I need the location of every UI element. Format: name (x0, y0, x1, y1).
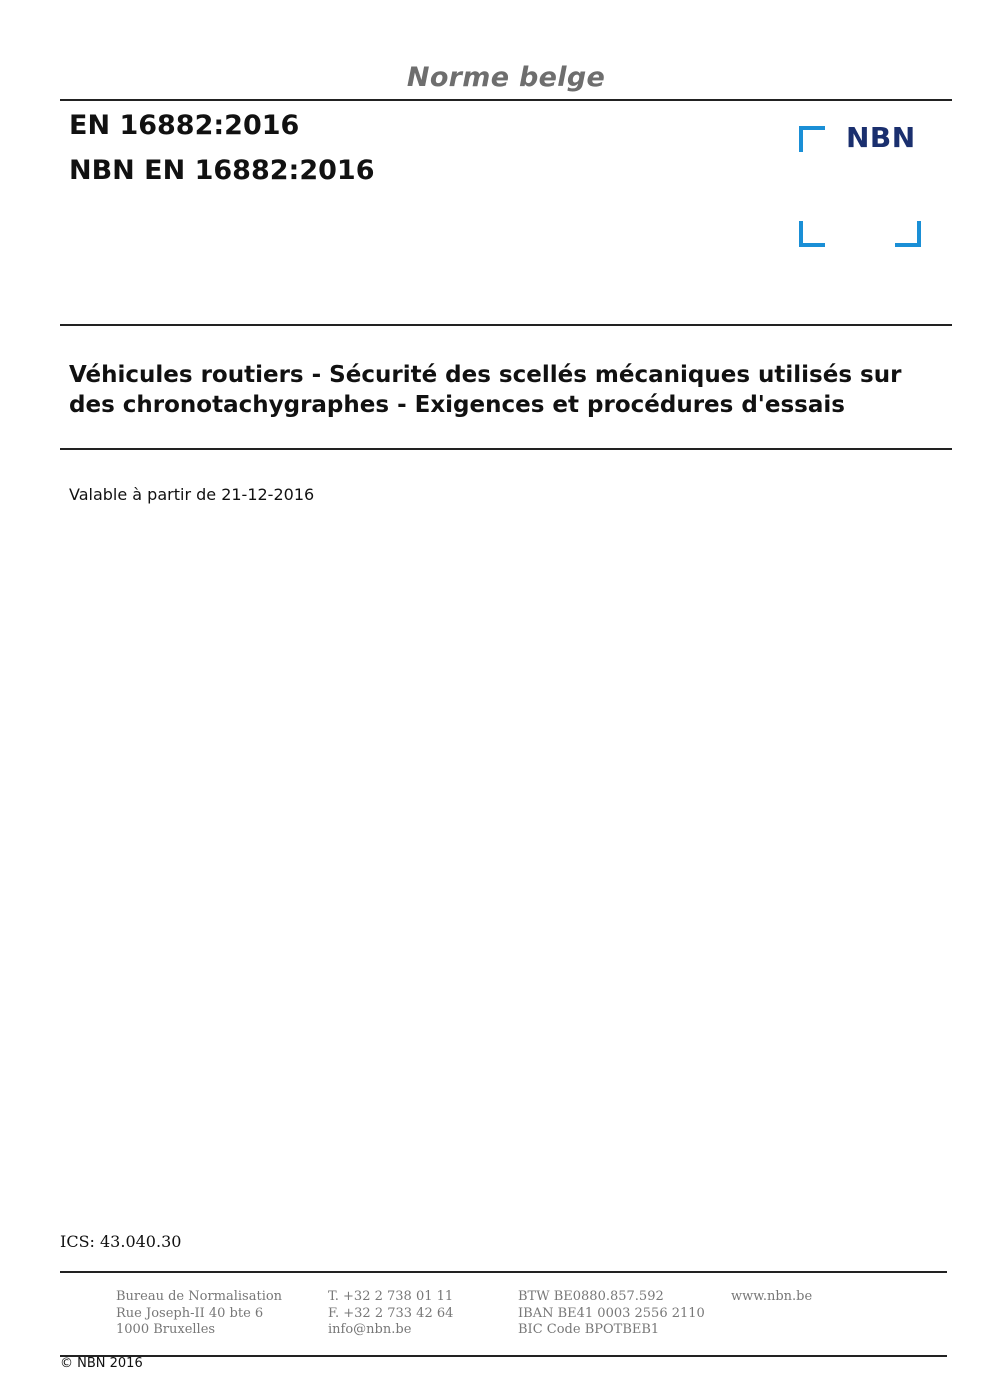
footer-bic: BIC Code BPOTBEB1 (518, 1322, 660, 1337)
footer-vat: BTW BE0880.857.592 (518, 1289, 664, 1304)
header-divider (60, 99, 952, 101)
document-title (69, 360, 939, 420)
logo-corner-bottom-left-icon (799, 221, 825, 247)
ics-code: ICS: 43.040.30 (60, 1232, 182, 1251)
footer-address (116, 1289, 282, 1339)
copyright: © NBN 2016 (60, 1356, 143, 1371)
footer-iban: IBAN BE41 0003 2556 2110 (518, 1305, 705, 1321)
validity-date: Valable à partir de 21-12-2016 (69, 485, 315, 504)
document-title-line-1: Véhicules routiers - Sécurité des scellés mécaniques utilisés sur (69, 362, 902, 388)
footer-bottom-divider (60, 1355, 947, 1357)
logo-corner-bottom-right-icon (895, 221, 921, 247)
standard-nbn-id: NBN EN 16882:2016 (69, 155, 375, 186)
logo-corner-top-left-icon (799, 126, 825, 152)
footer-address-line: 1000 Bruxelles (116, 1322, 216, 1337)
document-title-line-2: des chronotachygraphes - Exigences et procédures d'essais (69, 392, 845, 418)
logo-text: NBN (846, 121, 916, 154)
footer-address-line: Rue Joseph-II 40 bte 6 (116, 1305, 264, 1321)
footer-fax: F. +32 2 733 42 64 (328, 1305, 454, 1321)
footer-phone: T. +32 2 738 01 11 (328, 1289, 454, 1304)
footer-contact (328, 1289, 453, 1339)
footer-bank (518, 1289, 705, 1339)
footer-email[interactable]: info@nbn.be (328, 1322, 412, 1337)
title-bottom-divider (60, 448, 952, 450)
title-top-divider (60, 324, 952, 326)
footer-address-line: Bureau de Normalisation (116, 1289, 283, 1304)
standard-en-id: EN 16882:2016 (69, 110, 300, 141)
footer-top-divider (60, 1271, 947, 1273)
footer-website-link[interactable]: www.nbn.be (731, 1289, 813, 1304)
footer-web (731, 1289, 812, 1306)
header-label: Norme belge (406, 62, 606, 93)
